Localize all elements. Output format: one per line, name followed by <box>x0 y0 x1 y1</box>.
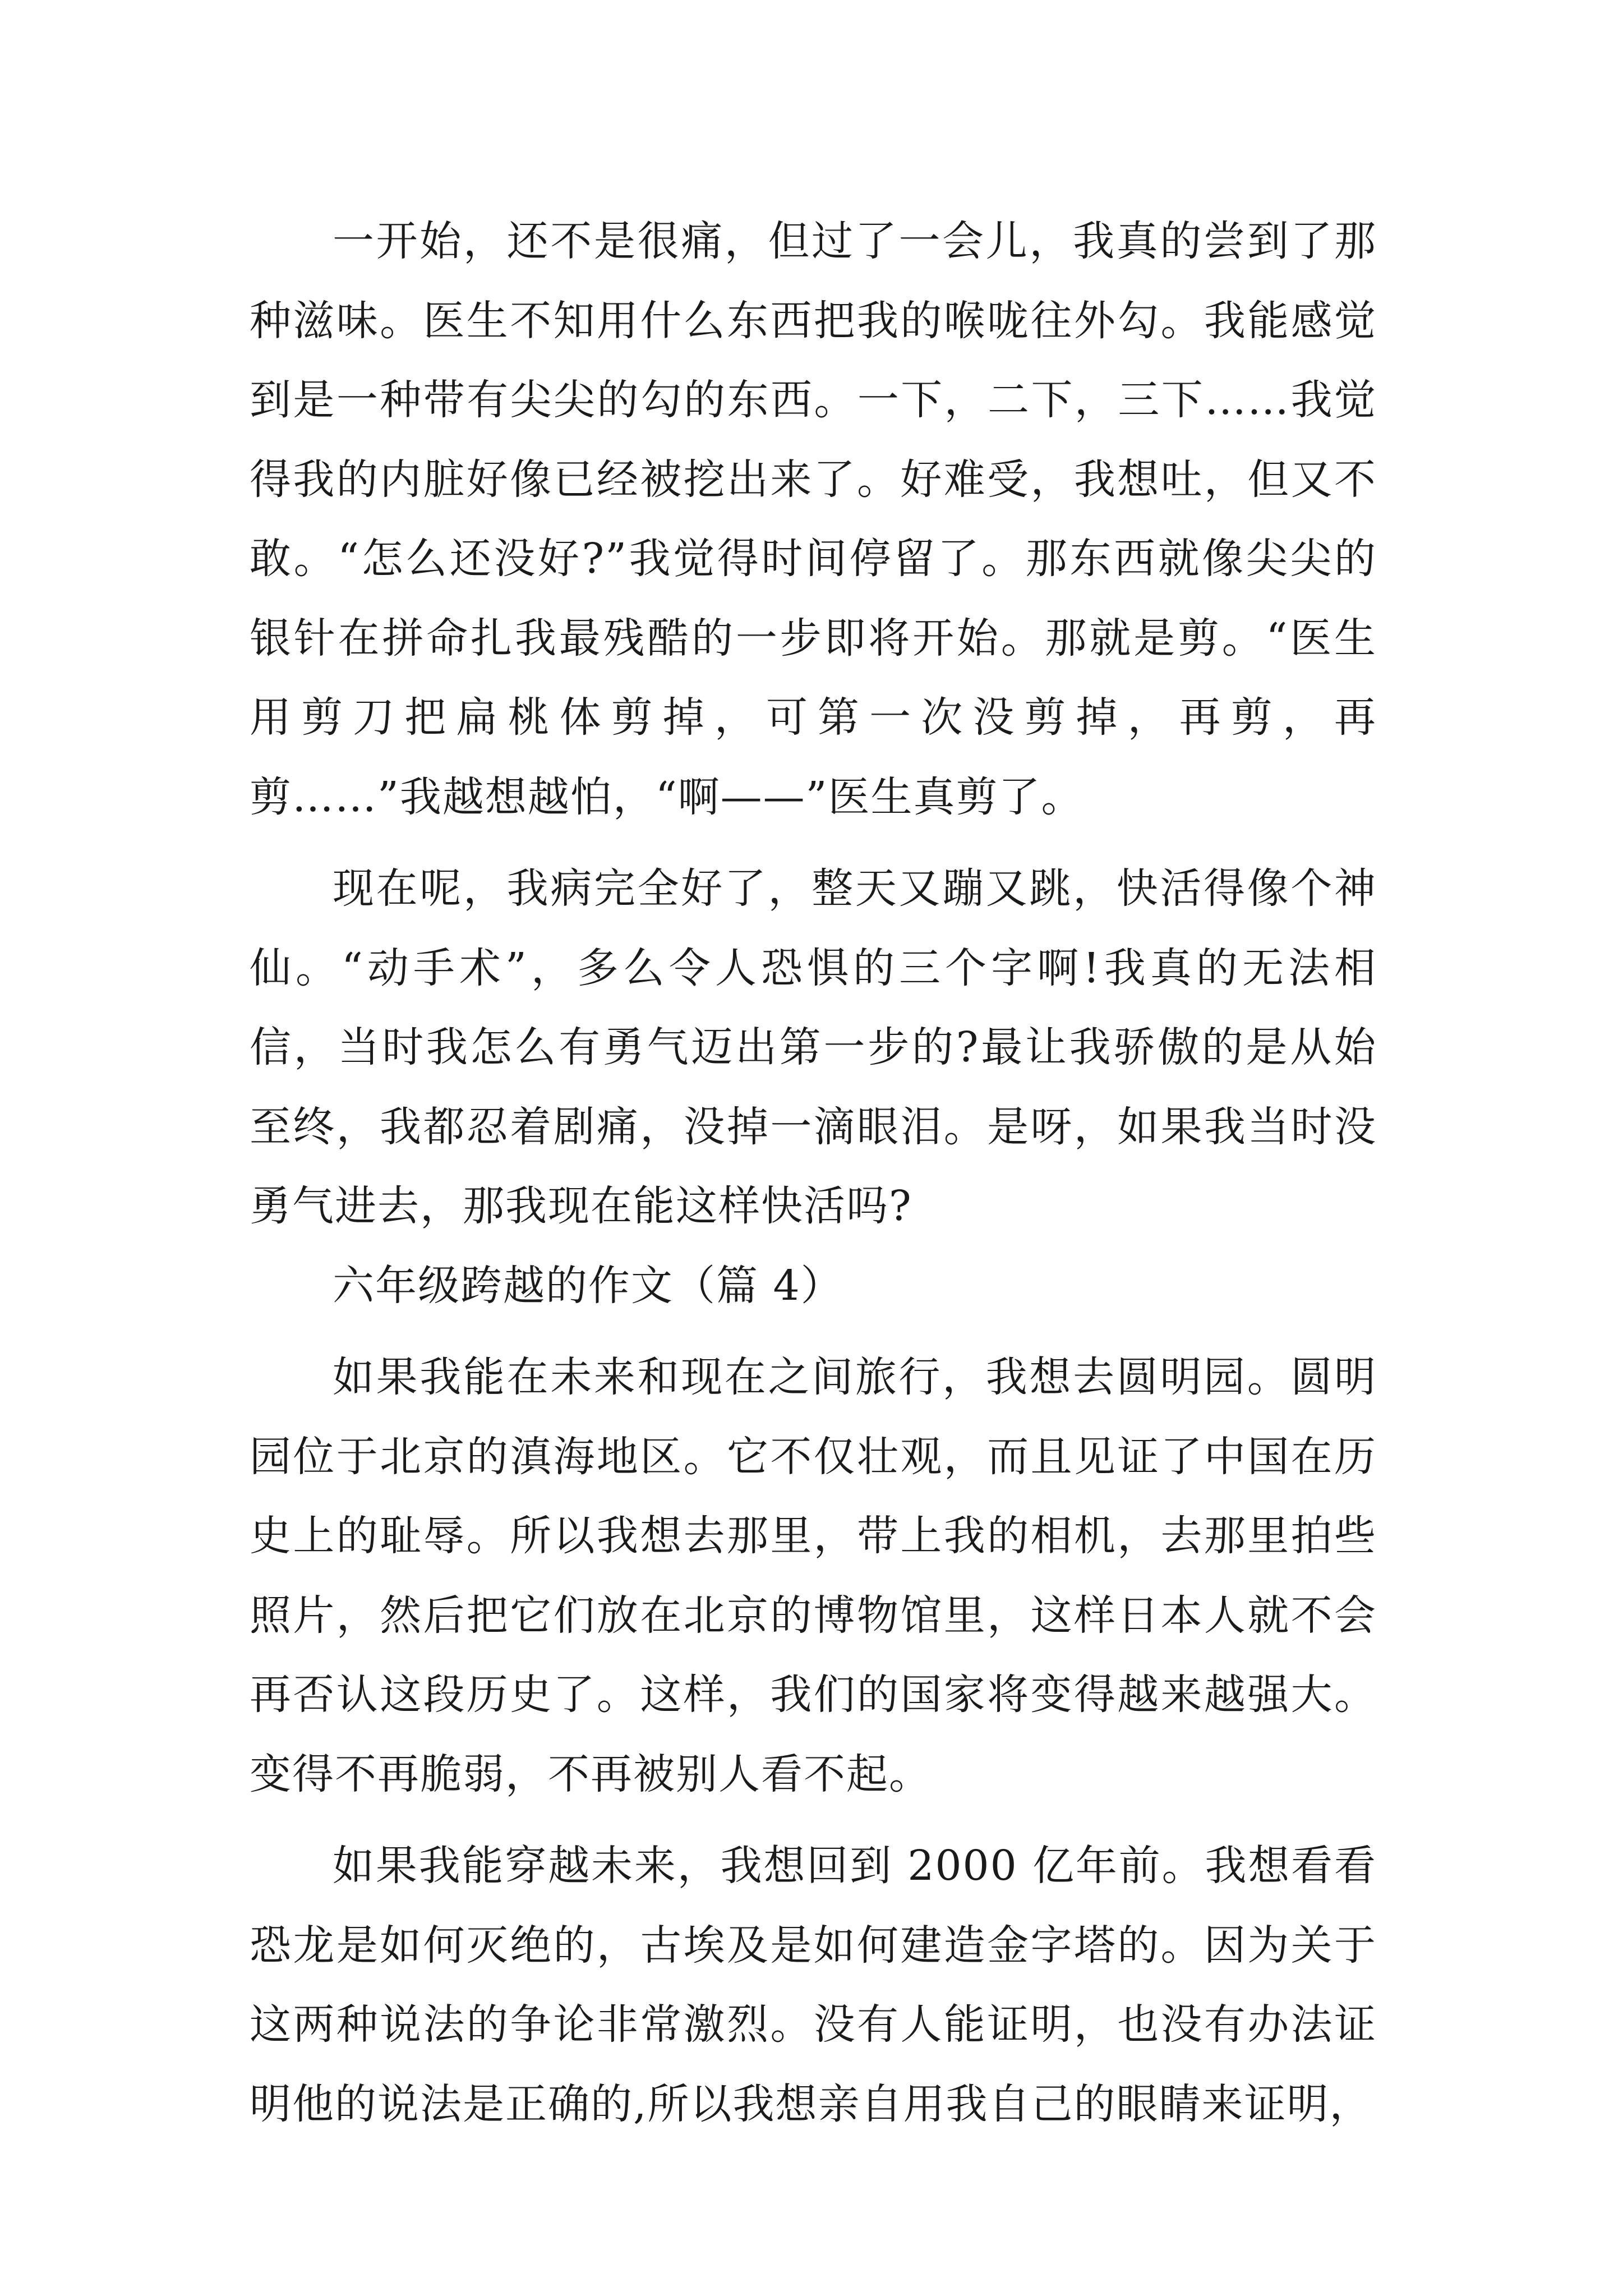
essay-heading: 六年级跨越的作文（篇 4） <box>333 1261 843 1310</box>
document-body <box>250 202 1377 2144</box>
paragraph-recovery: 现在呢，我病完全好了，整天又蹦又跳，快活得像个神仙。“动手术”，多么令人恐惧的三个字啊!我真的无法相信，当时我怎么有勇气迈出第一步的?最让我骄傲的是从始至终，我都忍着剧痛，没掉一滴眼泪。是呀，如果我当时没勇气进去，那我现在能这样快活吗? <box>250 864 1377 1230</box>
paragraph-yuanmingyuan: 如果我能在未来和现在之间旅行，我想去圆明园。圆明园位于北京的滇海地区。它不仅壮观，而且见证了中国在历史上的耻辱。所以我想去那里，带上我的相机，去那里拍些照片，然后把它们放在北京的博物馆里，这样日本人就不会再否认这段历史了。这样，我们的国家将变得越来越强大。变得不再脆弱，不再被别人看不起。 <box>250 1353 1377 1798</box>
paragraph-time-travel: 如果我能穿越未来，我想回到 2000 亿年前。我想看看恐龙是如何灭绝的，古埃及是如何建造金字塔的。因为关于这两种说法的争论非常激烈。没有人能证明，也没有办法证明他的说法是正确的,所以我想亲自用我自己的眼睛来证明， <box>250 1842 1377 2128</box>
paragraph-surgery-pain: 一开始，还不是很痛，但过了一会儿，我真的尝到了那种滋味。医生不知用什么东西把我的喉咙往外勾。我能感觉到是一种带有尖尖的勾的东西。一下，二下，三下……我觉得我的内脏好像已经被挖出来了。好难受，我想吐，但又不敢。“怎么还没好?”我觉得时间停留了。那东西就像尖尖的银针在拼命扎我最残酷的一步即将开始。那就是剪。“医生用剪刀把扁桃体剪掉，可第一次没剪掉，再剪，再剪……”我越想越怕，“啊——”医生真剪了。 <box>250 217 1377 821</box>
